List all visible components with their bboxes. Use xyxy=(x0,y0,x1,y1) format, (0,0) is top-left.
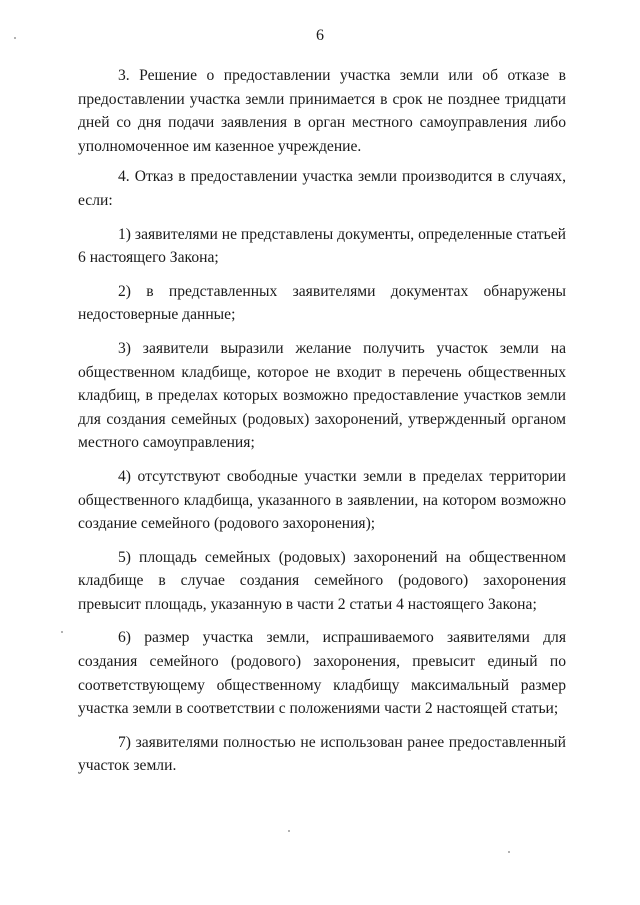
list-item-2: 2) в представленных заявителями документах обнаружены недостоверные данные; xyxy=(78,282,566,324)
paragraph-4-refusal-cases: 4. Отказ в предоставлении участка земли производится в случаях, если: xyxy=(78,168,566,209)
list-item-4: 4) отсутствуют свободные участки земли в пределах территории общественного кладбища, указанного в заявлении, на котором возможно создание семейного (родового захоронения); xyxy=(78,467,566,533)
list-item-5: 5) площадь семейных (родовых) захоронений на общественном кладбище в случае создания семейного (родового) захоронения превысит площадь, указанную в части 2 статьи 4 настоящего Закона; xyxy=(78,548,566,613)
page-number: 6 xyxy=(316,27,324,44)
scan-speck xyxy=(61,631,63,633)
list-item-7: 7) заявителями полностью не использован ранее предоставленный участок земли. xyxy=(78,733,566,775)
list-item-1: 1) заявителями не представлены документы, определенные статьей 6 настоящего Закона; xyxy=(78,225,566,267)
list-item-6: 6) размер участка земли, испрашиваемого заявителями для создания семейного (родового) захоронения, превысит единый по соответствующему общественному кладбищу максимальный размер участка земли в соответствии с положениями части 2 настоящей статьи; xyxy=(78,629,566,718)
list-item-3: 3) заявители выразили желание получить участок земли на общественном кладбище, которое не входит в перечень общественных кладбищ, в пределах которых возможно предоставление участков земли для создания семейных (родовых) захоронений, утвержденный органом местного самоуправления; xyxy=(78,339,566,452)
scan-speck xyxy=(288,830,290,832)
scan-speck xyxy=(14,37,16,39)
document-body xyxy=(78,64,566,778)
paragraph-3-decision-deadline: 3. Решение о предоставлении участка земли или об отказе в предоставлении участка земли принимается в срок не позднее тридцати дней со дня подачи заявления в орган местного самоуправления либо уполномоченное им казенное учреждение. xyxy=(78,67,566,155)
scan-speck xyxy=(508,851,510,853)
